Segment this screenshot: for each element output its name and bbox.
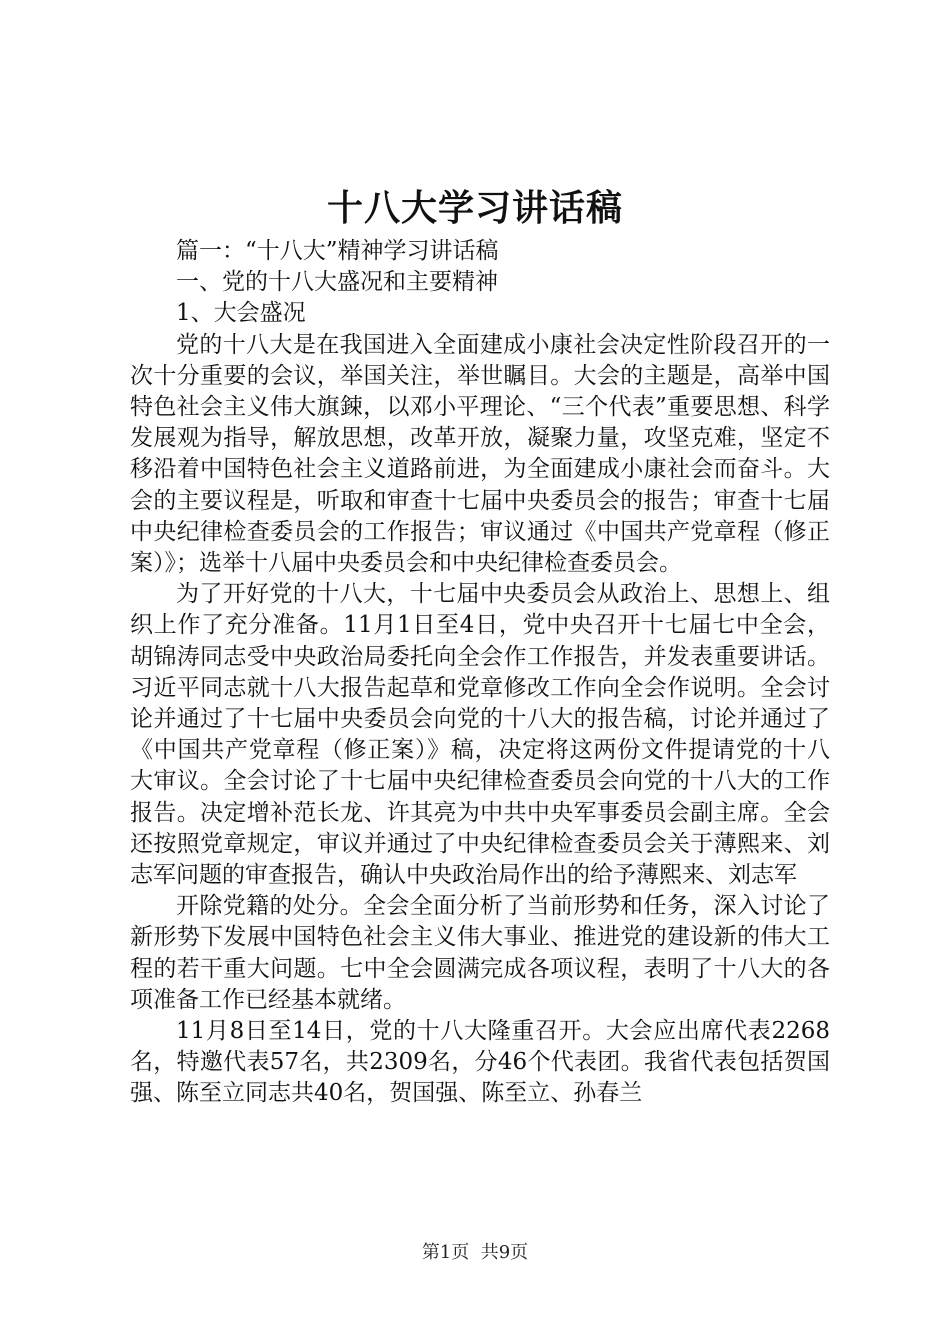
document-body: [130, 236, 830, 1110]
section-heading: 一、党的十八大盛况和主要精神: [176, 269, 498, 296]
page-title: 十八大学习讲话稿: [326, 187, 623, 229]
subsection-heading: 1、大会盛况: [176, 300, 306, 327]
page-total: 共9页: [480, 1242, 529, 1263]
paragraph-preparation: 为了开好党的十八大，十七届中央委员会从政治上、思想上、组织上作了充分准备。11月1日至4日，党中央召开十七届七中全会，胡锦涛同志受中央政治局委托向全会作工作报告，并发表重要讲话。习近平同志就十八大报告起草和党章修改工作向全会作说明。全会讨论并通过了十七届中央委员会向党的十八大的报告稿，讨论并通过了《中国共产党章程（修正案）》稿，决定将这两份文件提请党的十八大审议。全会讨论了十七届中央纪律检查委员会向党的十八大的工作报告。决定增补范长龙、许其亮为中共中央军事委员会副主席。全会还按照党章规定，审议并通过了中央纪律检查委员会关于薄熙来、刘志军问题的审查报告，确认中央政治局作出的给予薄熙来、刘志军: [130, 581, 830, 889]
paragraph-delegates: 11月8日至14日，党的十八大隆重召开。大会应出席代表2268名，特邀代表57名，共2309名，分46个代表团。我省代表包括贺国强、陈至立同志共40名，贺国强、陈至立、孙春兰: [130, 1018, 830, 1107]
paragraph-plenary-summary: 开除党籍的处分。全会全面分析了当前形势和任务，深入讨论了新形势下发展中国特色社会主义伟大事业、推进党的建设新的伟大工程的若干重大问题。七中全会圆满完成各项议程，表明了十八大的各项准备工作已经基本就绪。: [130, 893, 830, 1013]
page-footer: [0, 1241, 950, 1265]
part-heading: 篇一：“十八大”精神学习讲话稿: [176, 238, 499, 264]
page-number: 第1页: [421, 1242, 470, 1263]
paragraph-conference-overview: 党的十八大是在我国进入全面建成小康社会决定性阶段召开的一次十分重要的会议，举国关注，举世瞩目。大会的主题是，高举中国特色社会主义伟大旗鋉，以邓小平理论、“三个代表”重要思想、科学发展观为指导，解放思想，改革开放，凝聚力量，攻坚克难，坚定不移沿着中国特色社会主义道路前进，为全面建成小康社会而奋斗。大会的主要议程是，听取和审查十七届中央委员会的报告；审查十七届中央纪律检查委员会的工作报告；审议通过《中国共产党章程（修正案）》；选举十八届中央委员会和中央纪律检查委员会。: [130, 331, 830, 577]
